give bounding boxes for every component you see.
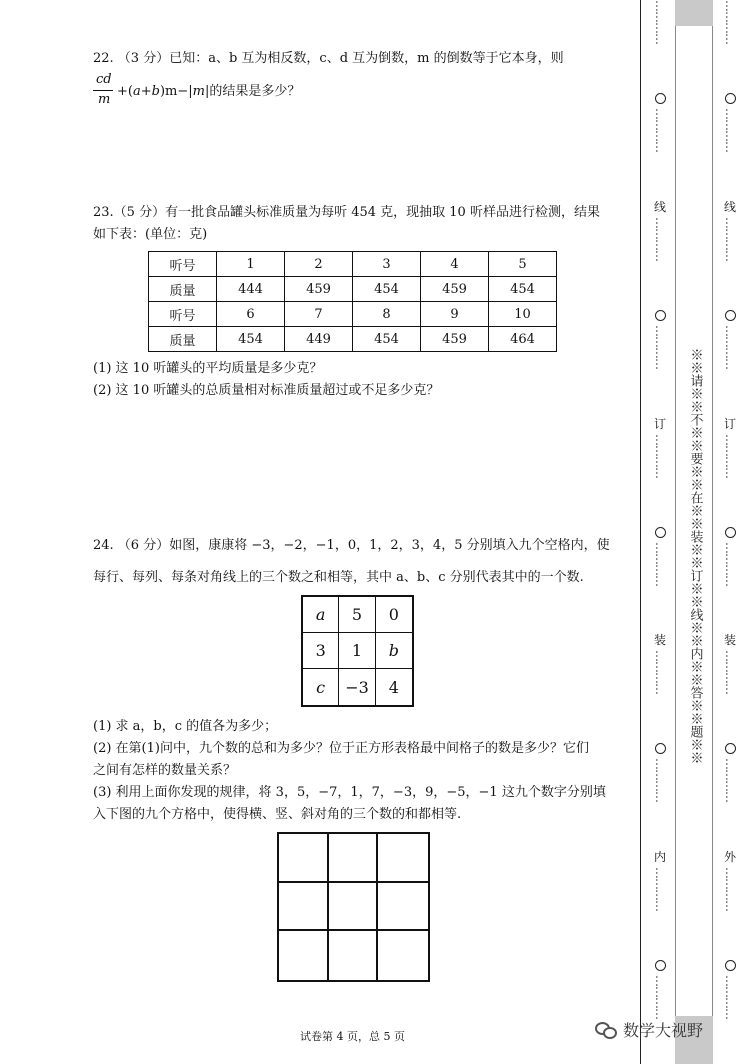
dotted-segment: …………	[723, 433, 737, 478]
binding-mark: 内	[653, 850, 666, 865]
binding-mark: 装	[653, 633, 666, 648]
table-cell: 454	[217, 327, 285, 352]
table-cell: 459	[421, 277, 489, 302]
outer-binding-line	[723, 0, 737, 1064]
dotted-segment: …………	[723, 107, 737, 152]
magic-cell: 4	[388, 677, 399, 697]
table-cell: 4	[421, 252, 489, 277]
dotted-segment: …………	[723, 541, 737, 586]
magic-cell: b	[376, 633, 412, 669]
question-24	[93, 530, 618, 594]
dotted-segment: …………	[653, 650, 667, 695]
circle-icon	[725, 527, 736, 538]
empty-cell	[329, 931, 379, 980]
circle-icon	[655, 93, 666, 104]
table-cell: 449	[285, 327, 353, 352]
q24-sub2-cont: 之间有怎样的数量关系？	[93, 763, 237, 778]
table-cell: 6	[217, 302, 285, 327]
dotted-segment: …………	[653, 541, 667, 586]
question-22	[93, 48, 618, 70]
dotted-segment: …………	[653, 107, 667, 152]
q24-sub3-cont: 入下图的九个方格中，使得横、竖、斜对角的三个数的和都相等.	[93, 807, 462, 822]
table-cell: 454	[353, 327, 421, 352]
dotted-segment: …………	[723, 0, 737, 44]
table-cell: 8	[353, 302, 421, 327]
q22-expr-ab: a+b	[132, 84, 160, 99]
dotted-segment: …………	[723, 216, 737, 261]
row-header-cell: 听号	[149, 252, 217, 277]
table-cell: 454	[489, 277, 557, 302]
binding-strip	[675, 0, 713, 1064]
binding-notice: ※※请※※不※※要※※在※※装※※订※※线※※内※※答※※题※※	[687, 348, 703, 764]
table-cell: 444	[217, 277, 285, 302]
binding-mark: 线	[723, 199, 736, 214]
circle-icon	[655, 960, 666, 971]
empty-cell	[279, 834, 329, 883]
q24-sub1: (1) 求 a，b，c 的值各为多少；	[93, 719, 278, 734]
q23-weight-table	[148, 251, 557, 352]
dotted-segment: …………	[723, 758, 737, 803]
fraction-bar	[93, 90, 113, 91]
q24-text: 24. （6 分）如图，康康将 −3，−2，−1，0，1，2，3，4，5 分别填入九个空格内，使	[93, 538, 610, 553]
empty-cell	[378, 834, 428, 883]
table-cell: 1	[217, 252, 285, 277]
table-cell: 459	[285, 277, 353, 302]
binding-mark: 装	[723, 633, 736, 648]
binding-rule	[640, 0, 641, 1064]
binding-mark: 订	[653, 416, 666, 431]
magic-cell: 5	[339, 597, 375, 633]
table-row	[149, 327, 557, 352]
empty-cell	[329, 834, 379, 883]
wechat-icon	[595, 1022, 617, 1038]
q22-expr-mid: )m−|	[159, 84, 193, 99]
dotted-segment: …………	[653, 975, 667, 1020]
q23-sub1: (1) 这 10 听罐头的平均质量是多少克？	[93, 361, 323, 376]
inner-binding-line	[653, 0, 667, 1064]
q24-text-2: 每行、每列、每条对角线上的三个数之和相等，其中 a、b、c 分别代表其中的一个数.	[93, 570, 584, 585]
magic-cell: 1	[339, 633, 375, 669]
binding-strip-inner	[675, 26, 713, 1016]
q22-expr-plus: +(	[117, 84, 133, 99]
empty-cell	[279, 883, 329, 932]
q24-magic-square	[301, 595, 414, 707]
magic-cell: a	[303, 597, 339, 633]
circle-icon	[655, 310, 666, 321]
q24-sub2: (2) 在第(1)问中，九个数的总和为多少？位于正方形表格最中间格子的数是多少？它们	[93, 741, 589, 756]
circle-icon	[655, 743, 666, 754]
binding-mark: 线	[653, 199, 666, 214]
circle-icon	[725, 743, 736, 754]
dotted-segment: …………	[653, 216, 667, 261]
table-cell: 10	[489, 302, 557, 327]
table-cell: 2	[285, 252, 353, 277]
dotted-segment: …………	[723, 650, 737, 695]
q23-text-2: 如下表：(单位：克)	[93, 227, 208, 242]
table-cell: 5	[489, 252, 557, 277]
table-cell: 3	[353, 252, 421, 277]
q24-sub3: (3) 利用上面你发现的规律，将 3，5，−7，1，7，−3，9，−5，−1 这九个数字分别填	[93, 785, 606, 800]
q23-subquestions	[93, 358, 618, 402]
table-row	[149, 302, 557, 327]
empty-cell	[279, 931, 329, 980]
row-header-cell: 质量	[149, 327, 217, 352]
table-row	[149, 277, 557, 302]
binding-mark: 订	[723, 416, 736, 431]
empty-cell	[378, 883, 428, 932]
magic-cell: −3	[339, 669, 375, 705]
dotted-segment: …………	[723, 975, 737, 1020]
table-row	[149, 252, 557, 277]
table-cell: 7	[285, 302, 353, 327]
table-cell: 464	[489, 327, 557, 352]
circle-icon	[725, 960, 736, 971]
magic-cell: 0	[376, 597, 412, 633]
dotted-segment: …………	[653, 867, 667, 912]
q22-expression	[117, 80, 300, 99]
dotted-segment: …………	[723, 867, 737, 912]
empty-cell	[378, 931, 428, 980]
q22-expr-end: |的结果是多少？	[204, 84, 301, 99]
watermark	[595, 1018, 703, 1041]
table-cell: 9	[421, 302, 489, 327]
q22-fraction-numerator: cd	[96, 72, 112, 87]
q22-fraction-denominator: m	[98, 92, 111, 107]
magic-cell: 3	[303, 633, 339, 669]
question-23	[93, 202, 618, 246]
dotted-segment: …………	[653, 433, 667, 478]
q24-subquestions	[93, 716, 618, 826]
table-cell: 454	[353, 277, 421, 302]
empty-cell	[329, 883, 379, 932]
magic-cell: c	[303, 669, 339, 705]
q23-text: 23.（5 分）有一批食品罐头标准质量为每听 454 克，现抽取 10 听样品进行检测，结果	[93, 205, 600, 220]
dotted-segment: …………	[653, 0, 667, 44]
binding-mark: 外	[723, 850, 736, 865]
q22-expr-m: m	[192, 84, 205, 99]
q24-empty-grid	[277, 832, 430, 982]
dotted-segment: …………	[653, 324, 667, 369]
circle-icon	[725, 93, 736, 104]
watermark-text: 数学大视野	[623, 1021, 704, 1040]
q22-text: 22. （3 分）已知：a、b 互为相反数，c、d 互为倒数，m 的倒数等于它本身，则	[93, 51, 564, 66]
dotted-segment: …………	[723, 324, 737, 369]
circle-icon	[655, 527, 666, 538]
circle-icon	[725, 310, 736, 321]
table-cell: 459	[421, 327, 489, 352]
dotted-segment: …………	[653, 758, 667, 803]
q23-sub2: (2) 这 10 听罐头的总质量相对标准质量超过或不足多少克？	[93, 383, 440, 398]
page-footer: 试卷第 4 页，总 5 页	[300, 1030, 405, 1043]
row-header-cell: 听号	[149, 302, 217, 327]
row-header-cell: 质量	[149, 277, 217, 302]
